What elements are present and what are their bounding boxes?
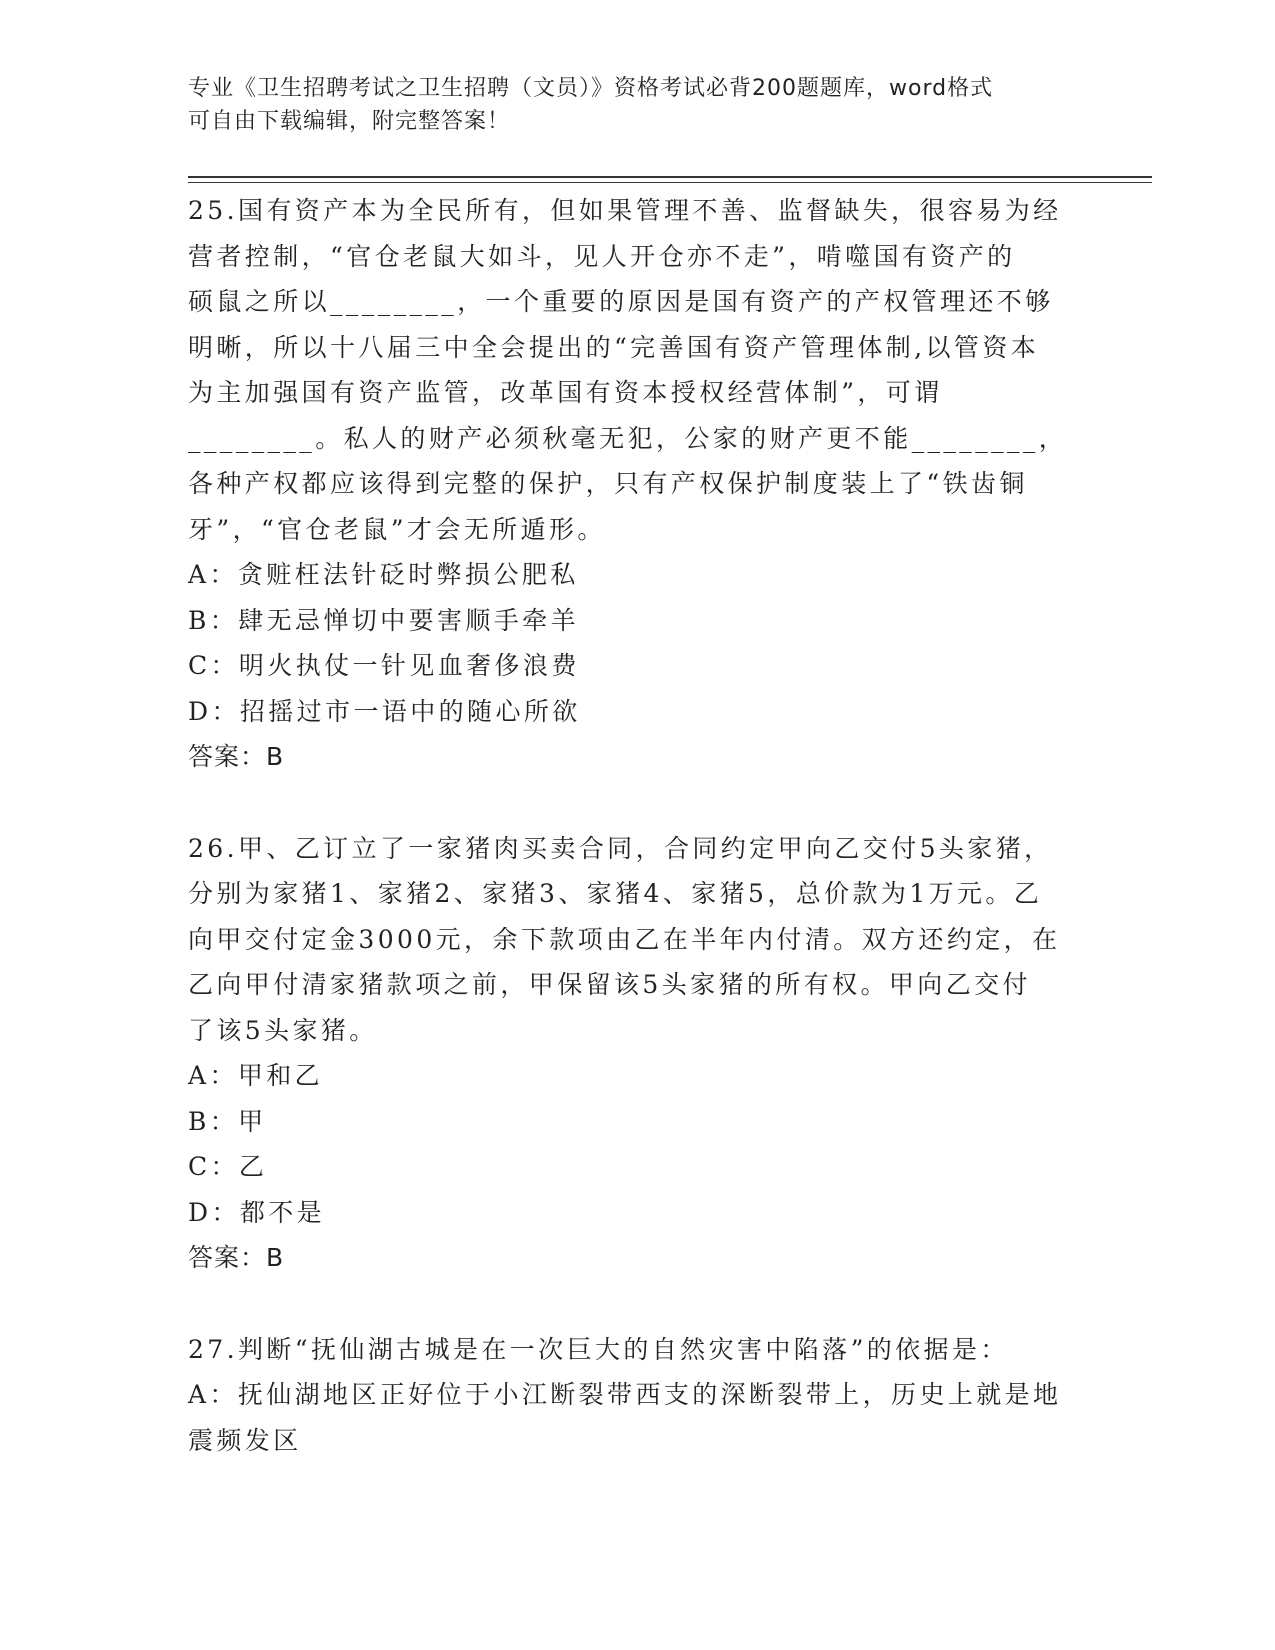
header-line-1: 专业《卫生招聘考试之卫生招聘（文员）》资格考试必背200题题库，word格式: [188, 76, 994, 101]
question-stem-line: 25 . 国有资产本为全民所有，但如果管理不善、监督缺失，很容易为经: [188, 188, 1088, 234]
question-stem-line: 为主加强国有资产监管，改革国有资本授权经营体制”，可谓: [188, 378, 943, 407]
document-header: [188, 72, 1088, 138]
option-b: B：甲: [188, 1106, 267, 1136]
option-c: C：明火执仗一针见血奢侈浪费: [188, 651, 580, 680]
question-stem-line: 牙”，“官仓老鼠”才会无所遁形。: [188, 514, 606, 544]
option-a: A：贪赃枉法针砭时弊损公肥私: [188, 560, 579, 589]
question-stem-line: 各种产权都应该得到完整的保护，只有产权保护制度装上了“铁齿铜: [188, 469, 1028, 498]
answer-line: 答案：B: [188, 1243, 285, 1272]
option-a-continued: 震频发区: [188, 1425, 302, 1455]
question-spacer: [188, 780, 1088, 826]
question-stem-line: 分别为家猪1、家猪2、家猪3、家猪4、家猪5，总价款为1万元。乙: [188, 879, 1043, 908]
question-stem-line: 明晰，所以十八届三中全会提出的“完善国有资产管理体制,以管资本: [188, 332, 1040, 362]
question-stem-line: 硕鼠之所以________，一个重要的原因是国有资产的产权管理还不够: [188, 287, 1054, 316]
question-number: 25 .: [188, 196, 238, 225]
question-27: [188, 1327, 1088, 1464]
question-stem-line: 向甲交付定金3000元，余下款项由乙在半年内付清。双方还约定，在: [188, 924, 1061, 954]
question-stem-line: 了该5头家猪。: [188, 1015, 378, 1045]
question-stem-line: 营者控制，“官仓老鼠大如斗，见人开仓亦不走”，啃噬国有资产的: [188, 241, 1016, 271]
option-d: D：招摇过市一语中的随心所欲: [188, 696, 581, 726]
question-25: [188, 188, 1088, 780]
answer-line: 答案：B: [188, 742, 285, 771]
document-body: [188, 188, 1088, 1463]
question-stem-line: ________。私人的财产必须秋毫无犯，公家的财产更不能________，: [188, 423, 1068, 453]
option-c: C：乙: [188, 1152, 268, 1181]
option-b: B：肆无忌惮切中要害顺手牵羊: [188, 605, 579, 635]
header-rule-thin: [188, 182, 1152, 183]
header-rule-thick: [188, 176, 1152, 178]
question-spacer: [188, 1281, 1088, 1327]
question-number: 27 .: [188, 1335, 238, 1364]
question-stem-line: 27 . 判断“抚仙湖古城是在一次巨大的自然灾害中陷落”的依据是：: [188, 1327, 1088, 1373]
question-number: 26 .: [188, 834, 238, 863]
option-a: A：甲和乙: [188, 1061, 324, 1090]
option-d: D：都不是: [188, 1197, 326, 1227]
question-stem-line: 26 . 甲、乙订立了一家猪肉买卖合同，合同约定甲向乙交付5头家猪，: [188, 826, 1088, 872]
option-a: A：抚仙湖地区正好位于小江断裂带西支的深断裂带上，历史上就是地: [188, 1380, 1062, 1409]
question-26: [188, 826, 1088, 1281]
question-stem-line: 乙向甲付清家猪款项之前，甲保留该5头家猪的所有权。甲向乙交付: [188, 970, 1031, 999]
header-line-2: 可自由下载编辑，附完整答案！: [188, 109, 511, 134]
